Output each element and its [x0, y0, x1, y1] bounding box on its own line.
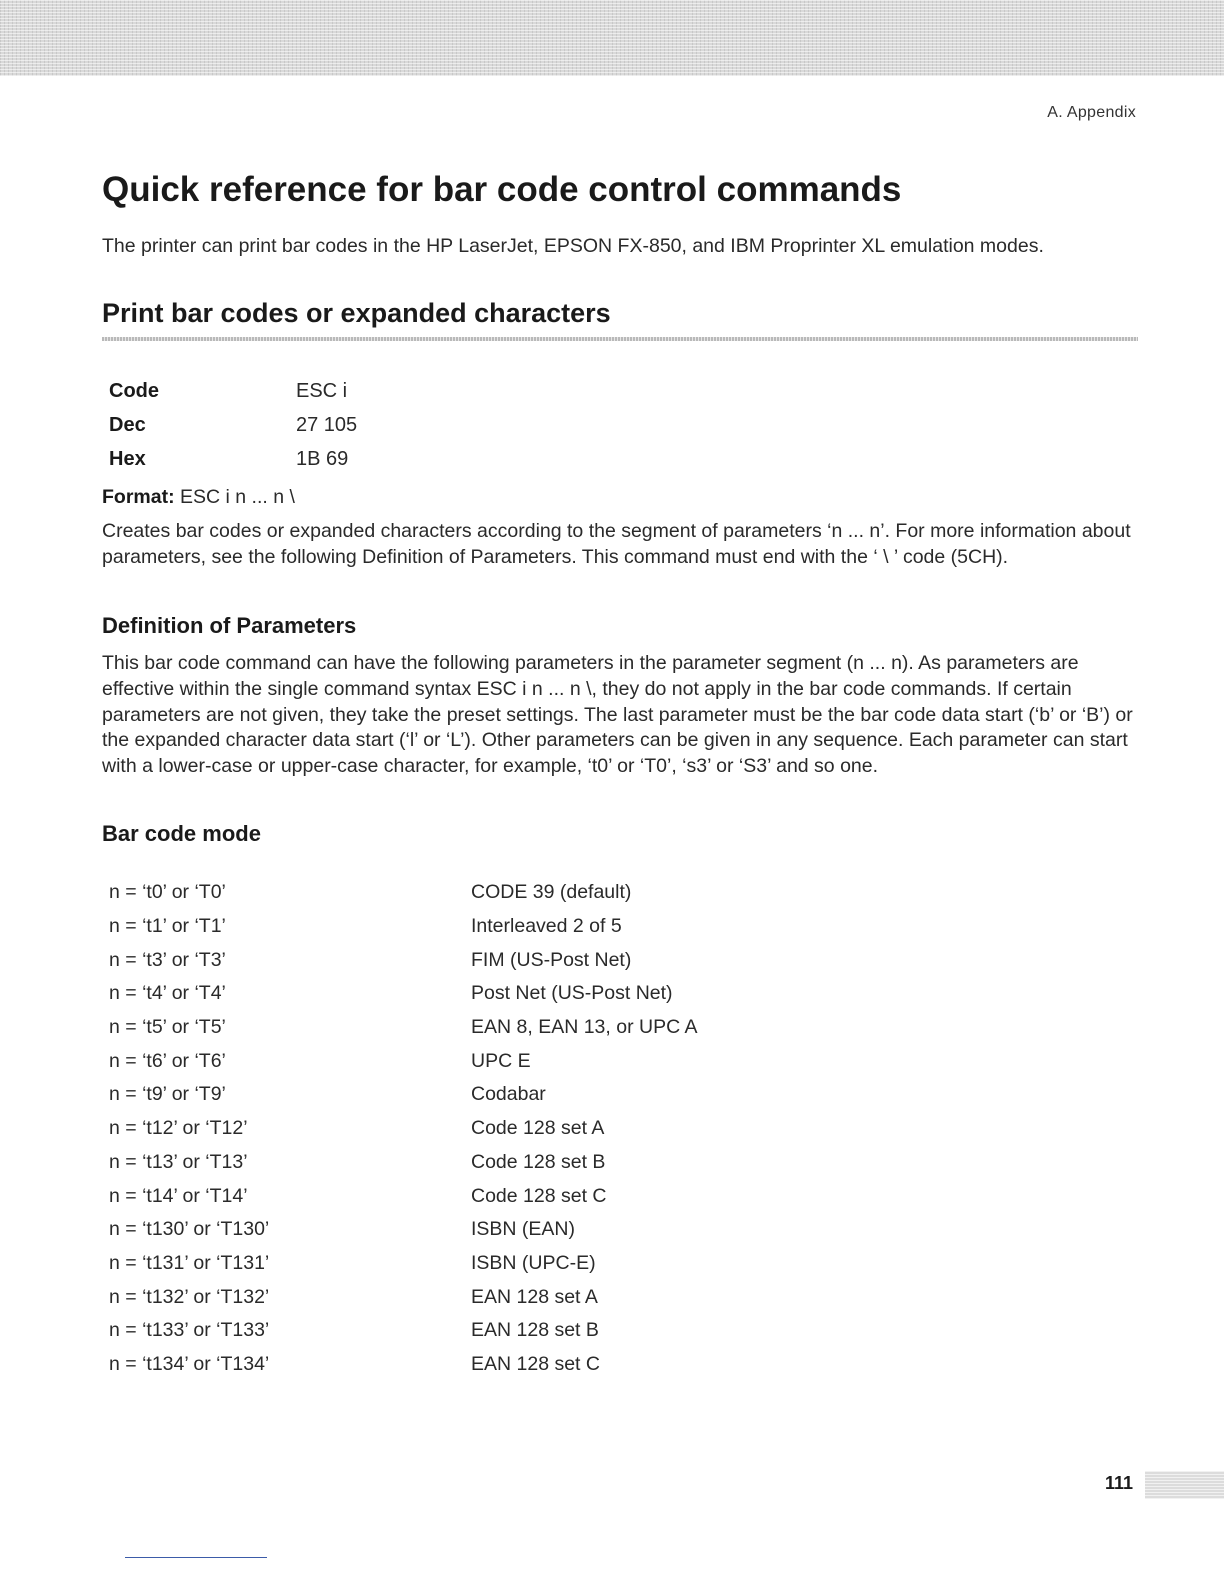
mode-desc: Code 128 set B — [471, 1150, 606, 1173]
footer-rule — [125, 1557, 267, 1558]
bar-code-mode-heading: Bar code mode — [102, 821, 261, 846]
table-row — [109, 1112, 698, 1146]
command-description: Creates bar codes or expanded characters according to the segment of parameters ‘n ... n’. For more information about parameters, see the following Definition of Parameters. This command must end with the ‘ \ ’ code (5CH). — [102, 520, 1131, 568]
hex-value: 1B 69 — [296, 447, 349, 470]
mode-param: n = ‘t3’ or ‘T3’ — [109, 948, 226, 971]
mode-param: n = ‘t132’ or ‘T132’ — [109, 1285, 270, 1308]
table-row — [109, 1213, 698, 1247]
mode-param: n = ‘t1’ or ‘T1’ — [109, 915, 226, 938]
mode-desc: EAN 128 set A — [471, 1285, 598, 1308]
mode-desc: EAN 128 set B — [471, 1319, 599, 1342]
table-row — [109, 910, 698, 944]
mode-param: n = ‘t12’ or ‘T12’ — [109, 1117, 248, 1140]
table-row — [109, 943, 698, 977]
bar-code-mode-table — [109, 876, 698, 1381]
header-band — [0, 0, 1224, 76]
mode-desc: Code 128 set A — [471, 1117, 605, 1140]
running-header: A. Appendix — [1047, 104, 1136, 121]
page-title: Quick reference for bar code control commands — [102, 170, 902, 209]
mode-param: n = ‘t13’ or ‘T13’ — [109, 1150, 248, 1173]
mode-desc: Interleaved 2 of 5 — [471, 915, 622, 938]
mode-desc: ISBN (UPC-E) — [471, 1251, 596, 1274]
intro-paragraph: The printer can print bar codes in the HP LaserJet, EPSON FX-850, and IBM Proprinter XL emulation modes. — [102, 235, 1044, 257]
table-row — [109, 1078, 698, 1112]
mode-param: n = ‘t9’ or ‘T9’ — [109, 1083, 226, 1106]
dec-row — [109, 408, 357, 442]
table-row — [109, 1011, 698, 1045]
code-key: Code — [109, 379, 159, 402]
format-value: ESC i n ... n \ — [180, 486, 295, 508]
table-row — [109, 1314, 698, 1348]
table-row — [109, 1146, 698, 1180]
definition-heading: Definition of Parameters — [102, 613, 357, 638]
mode-desc: Post Net (US-Post Net) — [471, 982, 673, 1005]
command-code-table — [109, 374, 357, 476]
table-row — [109, 876, 698, 910]
format-label: Format: — [102, 486, 175, 508]
mode-param: n = ‘t130’ or ‘T130’ — [109, 1218, 270, 1241]
table-row — [109, 1044, 698, 1078]
mode-param: n = ‘t14’ or ‘T14’ — [109, 1184, 248, 1207]
mode-desc: FIM (US-Post Net) — [471, 948, 632, 971]
table-row — [109, 1179, 698, 1213]
mode-desc: Code 128 set C — [471, 1184, 607, 1207]
code-row — [109, 374, 357, 408]
hex-row — [109, 442, 357, 476]
mode-desc: UPC E — [471, 1049, 531, 1072]
mode-desc: Codabar — [471, 1083, 546, 1106]
table-row — [109, 977, 698, 1011]
mode-param: n = ‘t131’ or ‘T131’ — [109, 1251, 270, 1274]
mode-param: n = ‘t4’ or ‘T4’ — [109, 982, 226, 1005]
dec-key: Dec — [109, 413, 146, 436]
table-row — [109, 1280, 698, 1314]
format-line — [102, 486, 295, 509]
code-value: ESC i — [296, 379, 348, 402]
definition-paragraph: This bar code command can have the following parameters in the parameter segment (n ... n). As parameters are effective within the single command syntax ESC i n ... n \, they do not apply in the bar code commands. If certain parameters are not given, they take the preset settings. The last parameter must be the bar code data start (‘b’ or ‘B’) or the expanded character data start (‘l’ or ‘L’). Other parameters can be given in any sequence. Each parameter can start with a lower-case or upper-case character, for example, ‘t0’ or ‘T0’, ‘s3’ or ‘S3’ and so one. — [102, 652, 1133, 778]
section-heading: Print bar codes or expanded characters — [102, 298, 611, 328]
table-row — [109, 1348, 698, 1382]
page-tab-decoration — [1145, 1471, 1224, 1499]
mode-desc: CODE 39 (default) — [471, 881, 632, 904]
table-row — [109, 1247, 698, 1281]
mode-desc: ISBN (EAN) — [471, 1218, 576, 1241]
mode-param: n = ‘t6’ or ‘T6’ — [109, 1049, 226, 1072]
mode-desc: EAN 8, EAN 13, or UPC A — [471, 1016, 698, 1039]
mode-param: n = ‘t5’ or ‘T5’ — [109, 1016, 226, 1039]
dec-value: 27 105 — [296, 413, 358, 436]
mode-param: n = ‘t134’ or ‘T134’ — [109, 1352, 270, 1375]
mode-desc: EAN 128 set C — [471, 1352, 600, 1375]
page-number: 111 — [1105, 1473, 1134, 1493]
hex-key: Hex — [109, 447, 146, 470]
section-divider — [102, 337, 1138, 341]
mode-param: n = ‘t0’ or ‘T0’ — [109, 881, 226, 904]
mode-param: n = ‘t133’ or ‘T133’ — [109, 1319, 270, 1342]
